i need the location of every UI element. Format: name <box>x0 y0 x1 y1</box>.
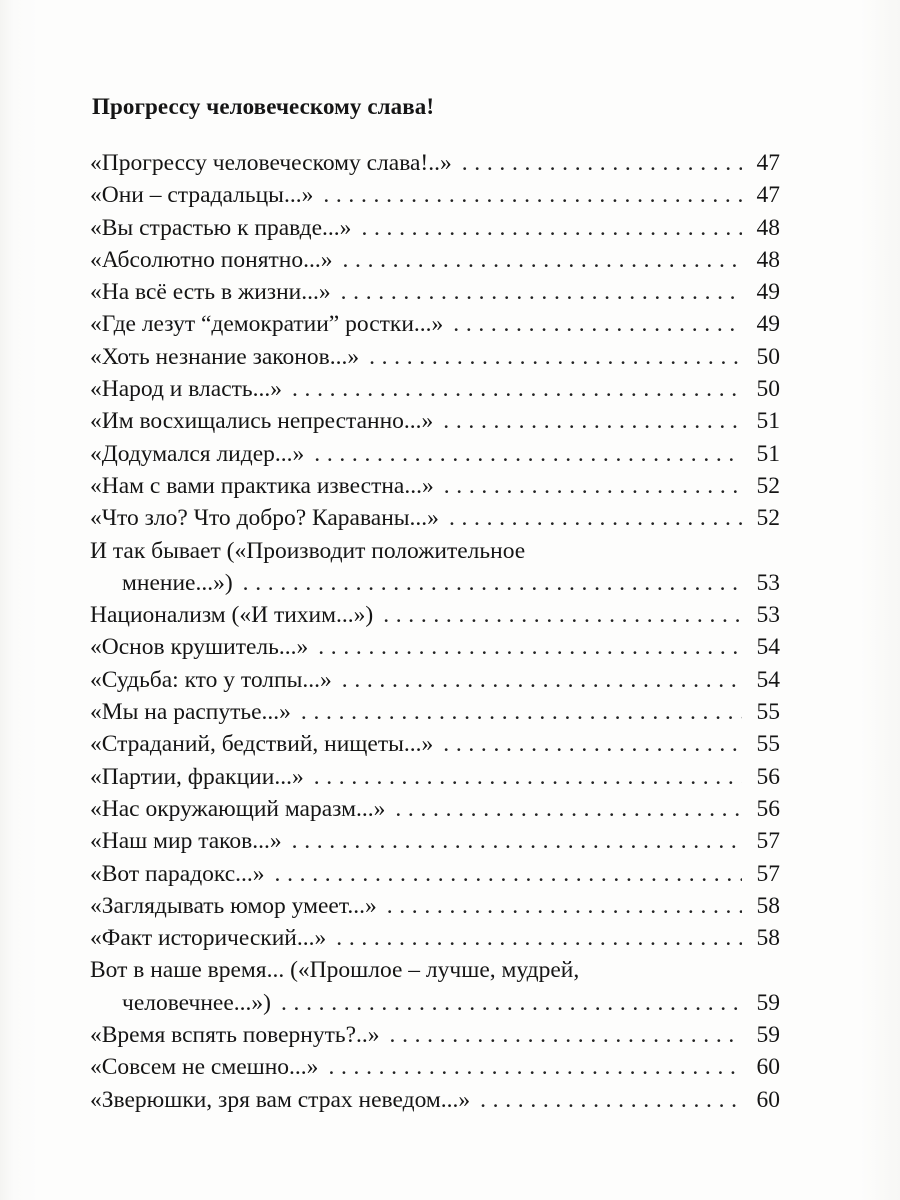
toc-entry <box>90 276 780 308</box>
toc-entry-title: «Додумался лидер...» <box>90 440 305 467</box>
toc-entry-line <box>90 1019 780 1051</box>
toc-page-number: 53 <box>756 569 780 596</box>
toc-entry-line <box>90 858 780 890</box>
toc-page-number: 52 <box>756 505 780 532</box>
dot-leader <box>449 502 742 534</box>
toc-entry-line <box>90 341 780 373</box>
toc-entry-line <box>90 1084 780 1116</box>
toc-entry <box>90 470 780 502</box>
toc-entry-line <box>90 244 780 276</box>
toc-entry-title: «Заглядывать юмор умеет...» <box>90 892 377 919</box>
toc-entry-line <box>90 696 780 728</box>
toc-entry <box>90 341 780 373</box>
toc-page-number: 51 <box>756 440 780 467</box>
dot-leader <box>314 761 742 793</box>
toc-page-number: 49 <box>756 279 780 306</box>
toc-page-number: 48 <box>756 246 780 273</box>
dot-leader <box>383 599 742 631</box>
dot-leader <box>292 373 742 405</box>
toc-page-number: 60 <box>756 1054 780 1081</box>
toc-entry <box>90 179 780 211</box>
toc-entry-title: «Время вспять повернуть?..» <box>90 1022 380 1049</box>
dot-leader <box>462 147 742 179</box>
toc-entry <box>90 308 780 340</box>
toc-page-number: 58 <box>756 892 780 919</box>
toc-entry-title: «Им восхищались непрестанно...» <box>90 408 434 435</box>
toc-page-number: 58 <box>756 925 780 952</box>
toc-page-number: 55 <box>756 699 780 726</box>
toc-entry <box>90 147 780 179</box>
toc-entry-title: «Партии, фракции...» <box>90 763 304 790</box>
toc-entry-title: человечнее...») <box>122 989 271 1016</box>
toc-page-number: 48 <box>756 214 780 241</box>
toc-page-number: 50 <box>756 376 780 403</box>
toc-entry <box>90 438 780 470</box>
toc-page-number: 55 <box>756 731 780 758</box>
toc-entry <box>90 502 780 534</box>
dot-leader <box>361 212 742 244</box>
toc-page-number: 47 <box>756 182 780 209</box>
toc-page-number: 57 <box>756 828 780 855</box>
toc-entry-title: «Прогрессу человеческому слава!..» <box>90 150 452 176</box>
toc-page-number: 60 <box>756 1086 780 1113</box>
toc-page-number: 51 <box>756 408 780 435</box>
toc-entry-line <box>90 987 780 1019</box>
toc-entry <box>90 1019 780 1051</box>
toc-entry-title: «Где лезут “демократии” ростки...» <box>90 311 444 338</box>
toc-entry <box>90 696 780 728</box>
dot-leader <box>301 696 742 728</box>
toc-entry-title: «Основ крушитель...» <box>90 634 309 661</box>
toc-page-number: 54 <box>756 634 780 661</box>
toc-entry <box>90 535 780 600</box>
toc-entry-line <box>90 825 780 857</box>
toc-entry-line <box>90 761 780 793</box>
toc-page-number: 56 <box>756 763 780 790</box>
toc-page-number: 54 <box>756 666 780 693</box>
toc-page-number: 47 <box>756 150 780 176</box>
toc-page-number: 59 <box>756 1022 780 1049</box>
toc-page-number: 57 <box>756 860 780 887</box>
toc-entry-title: Национализм («И тихим...») <box>90 602 374 629</box>
toc-entry-line <box>90 631 780 663</box>
toc-entry <box>90 858 780 890</box>
toc-entry <box>90 1051 780 1083</box>
toc-entry-line <box>90 502 780 534</box>
toc-entry-title: мнение...») <box>122 569 233 596</box>
toc-entry-title: «Нам с вами практика известна...» <box>90 472 434 499</box>
toc-entry-title: «Факт исторический...» <box>90 925 327 952</box>
toc-entry-line <box>90 793 780 825</box>
toc-entry <box>90 212 780 244</box>
toc-entry-line <box>90 922 780 954</box>
toc-entry-title: «Что зло? Что добро? Караваны...» <box>90 505 439 532</box>
dot-leader <box>443 728 742 760</box>
dot-leader <box>318 631 742 663</box>
toc-entry-title: «На всё есть в жизни...» <box>90 279 331 306</box>
toc-entry-title: «Мы на распутье...» <box>90 699 291 726</box>
toc-page-number: 50 <box>756 343 780 370</box>
dot-leader <box>328 1051 742 1083</box>
dot-leader <box>341 276 742 308</box>
toc-entry <box>90 1084 780 1116</box>
toc-entry-title: «Абсолютно понятно...» <box>90 246 333 273</box>
dot-leader <box>292 825 742 857</box>
toc-entry <box>90 825 780 857</box>
toc-page-number: 59 <box>756 989 780 1016</box>
toc-entry-title: «Судьба: кто у толпы...» <box>90 666 332 693</box>
toc-entry-title: «Страданий, бедствий, нищеты...» <box>90 731 434 758</box>
toc-entry-title: Вот в наше время... («Прошлое – лучше, мудрей, <box>90 957 580 984</box>
toc-entry-title: «Вот парадокс...» <box>90 860 265 887</box>
dot-leader <box>314 438 742 470</box>
toc-entry <box>90 244 780 276</box>
toc-entry-title: «Зверюшки, зря вам страх неведом...» <box>90 1086 471 1113</box>
toc-entry-line <box>90 373 780 405</box>
dot-leader <box>480 1084 742 1116</box>
toc-entry <box>90 954 780 1019</box>
dot-leader <box>342 244 742 276</box>
toc-entry-line <box>90 147 780 179</box>
toc-entry-title: «Вы страстью к правде...» <box>90 214 352 241</box>
toc-entry-line <box>90 308 780 340</box>
toc-entry-line <box>90 1051 780 1083</box>
toc-entry-line <box>90 470 780 502</box>
toc-entry-title: «Народ и власть...» <box>90 376 282 403</box>
toc-entry <box>90 793 780 825</box>
table-of-contents <box>90 147 780 1116</box>
toc-page-number: 53 <box>756 602 780 629</box>
toc-entry <box>90 761 780 793</box>
toc-entry-title: «Хоть незнание законов...» <box>90 343 360 370</box>
dot-leader <box>243 567 742 599</box>
toc-entry <box>90 922 780 954</box>
toc-entry-title: «Они – страдальцы...» <box>90 182 314 209</box>
dot-leader <box>336 922 742 954</box>
toc-entry <box>90 405 780 437</box>
dot-leader <box>342 664 742 696</box>
toc-entry-line <box>90 179 780 211</box>
toc-entry-title: «Наш мир таков...» <box>90 828 282 855</box>
section-title: Прогрессу человеческому слава! <box>92 94 435 119</box>
dot-leader <box>395 793 742 825</box>
toc-entry-line <box>90 438 780 470</box>
toc-entry <box>90 373 780 405</box>
dot-leader <box>281 987 742 1019</box>
toc-entry-line <box>90 599 780 631</box>
dot-leader <box>275 858 742 890</box>
toc-entry-title: «Совсем не смешно...» <box>90 1054 319 1081</box>
toc-entry-line <box>90 890 780 922</box>
dot-leader <box>443 405 742 437</box>
toc-page-number: 52 <box>756 472 780 499</box>
dot-leader <box>390 1019 742 1051</box>
toc-entry <box>90 599 780 631</box>
dot-leader <box>323 179 742 211</box>
toc-entry-line <box>90 728 780 760</box>
dot-leader <box>444 470 742 502</box>
toc-page-number: 49 <box>756 311 780 338</box>
dot-leader <box>453 308 742 340</box>
toc-entry-line <box>90 535 780 567</box>
dot-leader <box>387 890 742 922</box>
toc-entry <box>90 664 780 696</box>
toc-entry-line <box>90 405 780 437</box>
toc-entry-title: И так бывает («Производит положительное <box>90 537 526 564</box>
toc-entry-title: «Нас окружающий маразм...» <box>90 795 386 822</box>
toc-entry <box>90 890 780 922</box>
toc-entry-line <box>90 664 780 696</box>
dot-leader <box>369 341 742 373</box>
toc-entry-line <box>90 212 780 244</box>
toc-entry-line <box>90 954 780 986</box>
toc-entry-line <box>90 567 780 599</box>
toc-page-number: 56 <box>756 795 780 822</box>
toc-entry-line <box>90 276 780 308</box>
toc-entry <box>90 631 780 663</box>
toc-entry <box>90 728 780 760</box>
